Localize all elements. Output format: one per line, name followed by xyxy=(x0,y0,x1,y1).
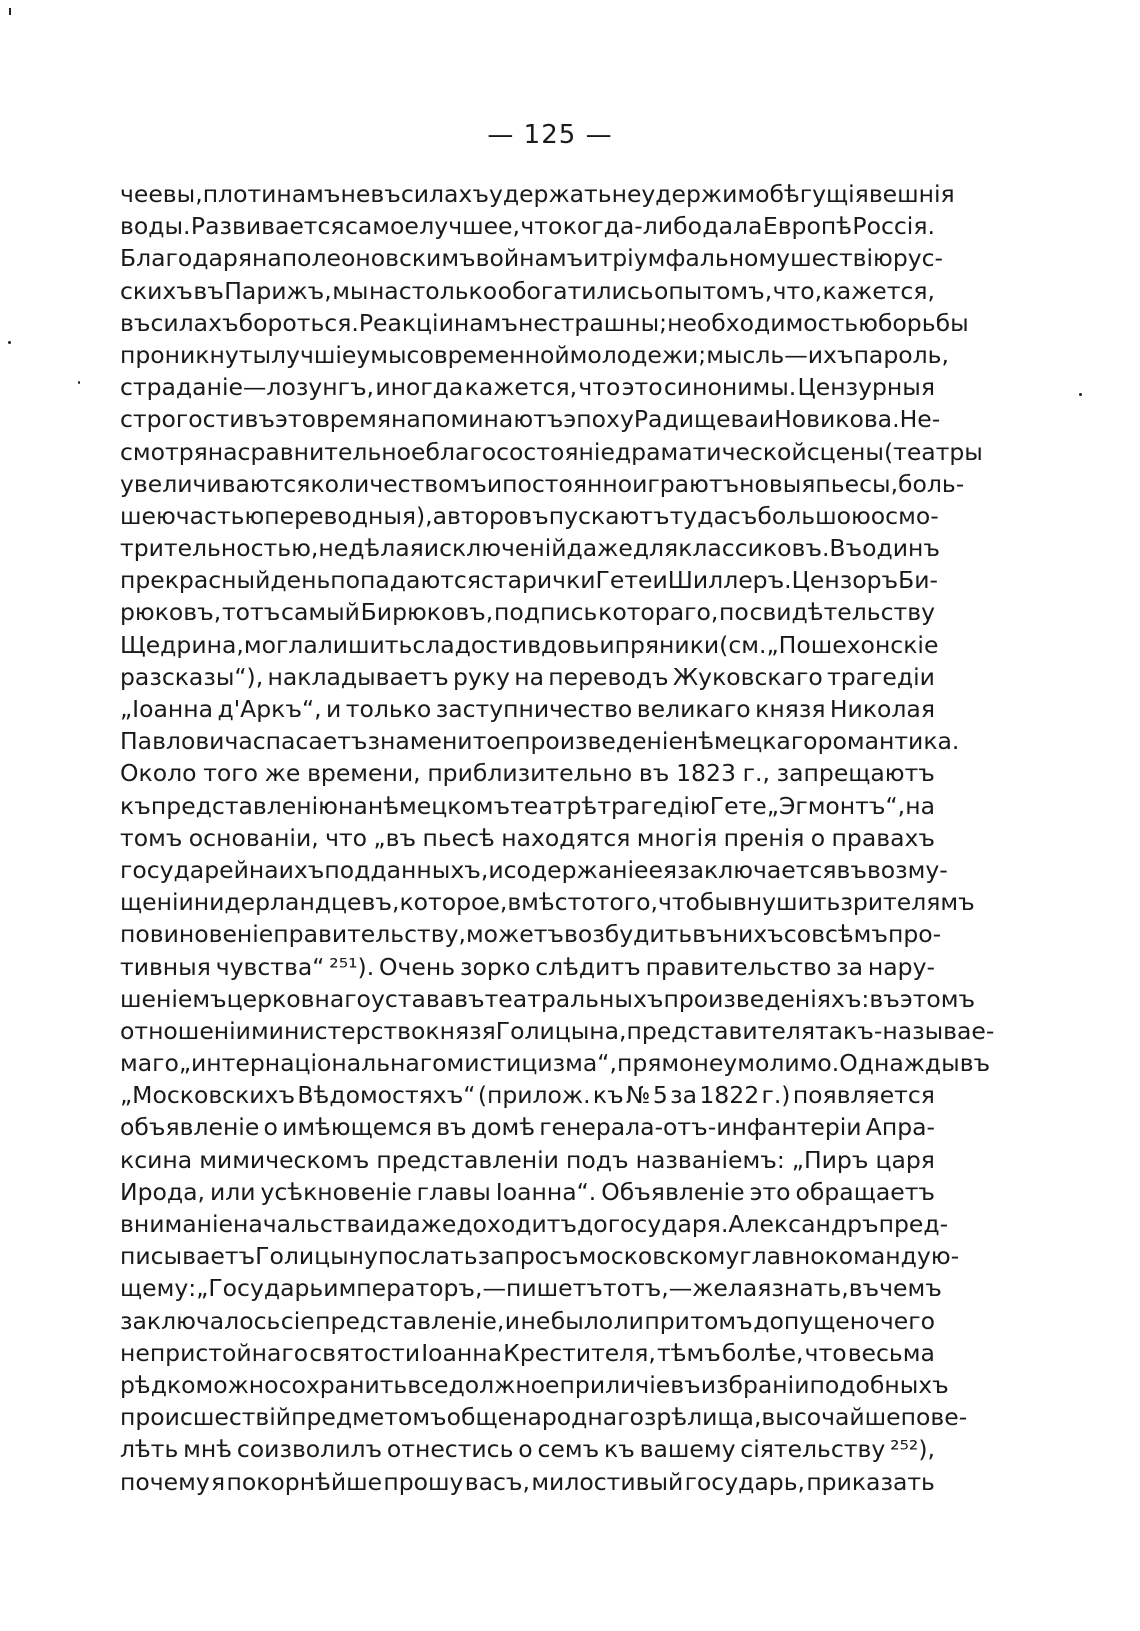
text-line: Павловича спасаетъ знаменитое произведеніе нѣмецкаго романтика. xyxy=(120,727,960,756)
text-line: трительностью, не дѣлая исключеній даже для классиковъ. Въ одинъ xyxy=(120,534,941,563)
text-line: отношеніи министерство князя Голицына, представителя такъ-называе- xyxy=(120,1016,995,1045)
text-line: маго „интернаціональнаго мистицизма“, прямо неумолимо. Однажды въ xyxy=(120,1049,991,1078)
text-line: непристойнаго святости Іоанна Крестителя, тѣмъ болѣе, что весьма xyxy=(120,1338,935,1367)
text-line: Около того же времени, приблизительно въ 1823 г., запрещаютъ xyxy=(120,759,935,788)
scan-speck xyxy=(8,341,11,344)
text-line: тивныя чувства“ ²⁵¹). Очень зорко слѣдитъ правительство за нару- xyxy=(120,952,935,981)
text-line: проникнуты лучшіе умы современной молодежи; мысль—ихъ пароль, xyxy=(120,340,949,369)
text-line: Щедрина, могла лишить сладости вдовьи пряники (см. „Пошехонскіе xyxy=(120,630,939,659)
text-line: объявленіе о имѣющемся въ домѣ генерала-отъ-инфантеріи Апра- xyxy=(120,1113,935,1142)
text-line: страданіе—лозунгъ, иногда кажется, что это синонимы. Цензурныя xyxy=(120,373,935,402)
text-line: щеніи нидерландцевъ, которое, вмѣсто того, чтобы внушить зрителямъ xyxy=(120,888,975,917)
text-line: „Іоанна д'Аркъ“, и только заступничество великаго князя Николая xyxy=(120,695,935,723)
text-line: разсказы“), накладываетъ руку на переводъ Жуковскаго трагедіи xyxy=(120,662,935,691)
text-line: смотря на сравнительное благосостояніе драматической сцены (театры xyxy=(120,437,983,466)
text-line: рюковъ, тотъ самый Бирюковъ, подпись котораго, по свидѣтельству xyxy=(120,598,935,627)
scan-speck xyxy=(78,381,80,384)
text-line: воды. Развивается самое лучшее, что когда-либо дала Европѣ Россія. xyxy=(120,212,935,241)
text-line: Благодаря наполеоновскимъ войнамъ и тріумфальному шествію рус- xyxy=(120,244,944,273)
text-line: строгости въ это время напоминаютъ эпоху Радищева и Новикова. Не- xyxy=(120,405,941,434)
text-line: въ силахъ бороться. Реакціи намъ не страшны; необходимостью борьбы xyxy=(120,308,969,337)
text-line: почему я покорнѣйше прошу васъ, милостивый государь, приказать xyxy=(120,1467,935,1496)
text-line: „Московскихъ Вѣдомостяхъ“ (прилож. къ № 5 за 1822 г.) появляется xyxy=(120,1081,935,1110)
text-line: чеевы, плотинамъ не въ силахъ удержать неудержимо бѣгущія вешнія xyxy=(120,180,955,208)
text-line: скихъ въ Парижъ, мы настолько обогатились опытомъ, что, кажется, xyxy=(120,276,935,305)
text-line: вниманіе начальства и даже доходитъ до государя. Александръ пред- xyxy=(120,1210,949,1238)
text-line: государей на ихъ подданныхъ, и содержаніе ея заключается въ возму- xyxy=(120,855,948,884)
text-line: лѣть мнѣ соизволилъ отнестись о семъ къ вашему сіятельству ²⁵²), xyxy=(120,1435,935,1464)
scan-speck xyxy=(9,8,11,15)
text-line: къ представленію на нѣмецкомъ театрѣ трагедію Гете „Эгмонтъ“, на xyxy=(120,791,935,820)
text-line: щему: „Государь императоръ,—пишетъ тотъ,—желая знать, въ чемъ xyxy=(120,1274,942,1303)
text-line: повиновеніе правительству, можетъ возбудить въ нихъ совсѣмъ про- xyxy=(120,920,942,949)
text-line: писываетъ Голицыну послать запросъ московскому главнокомандую- xyxy=(120,1242,960,1271)
text-line: шеніемъ церковнаго устава въ театральныхъ произведеніяхъ: въ этомъ xyxy=(120,984,976,1013)
text-line: ксина мимическомъ представленіи подъ названіемъ: „Пиръ царя xyxy=(120,1145,935,1174)
text-line: увеличиваются количествомъ и постоянно играютъ новыя пьесы, боль- xyxy=(120,469,965,498)
scan-speck xyxy=(1079,393,1082,396)
text-line: прекрасный день попадаются старички Гете и Шиллеръ. Цензоръ Би- xyxy=(120,566,939,595)
page-number: — 125 — xyxy=(487,120,613,150)
text-line: рѣдко можно сохранить все должное приличіе въ избраніи подобныхъ xyxy=(120,1370,949,1399)
text-line: шею частью переводныя), авторовъ пускаютъ туда съ большою осмо- xyxy=(120,501,939,530)
text-line: происшествій предметомъ общенароднаго зрѣлища, высочайше пове- xyxy=(120,1403,968,1432)
body-text xyxy=(120,178,995,1498)
text-line: томъ основаніи, что „въ пьесѣ находятся многія пренія о правахъ xyxy=(120,823,935,852)
text-line: заключалось сіе представленіе, и не было ли при томъ допущено чего xyxy=(120,1306,935,1335)
text-line: Ирода, или усѣкновеніе главы Іоанна“. Объявленіе это обращаетъ xyxy=(120,1177,935,1206)
